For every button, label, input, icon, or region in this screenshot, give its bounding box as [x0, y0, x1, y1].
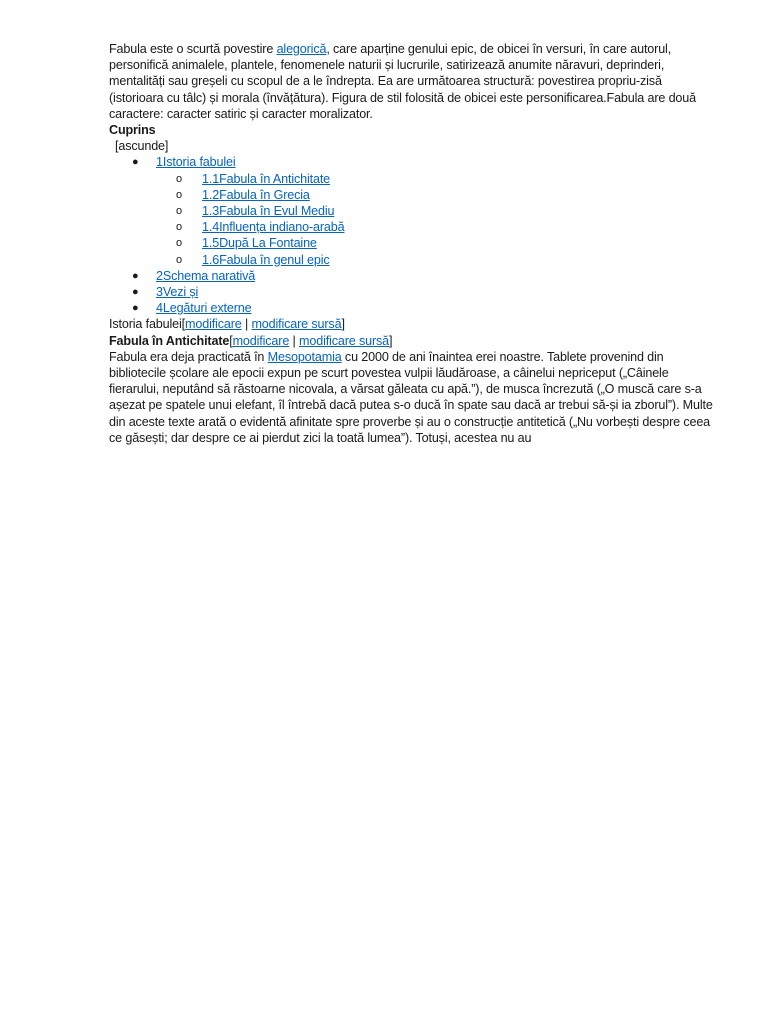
antichitate-text-rest: cu 2000 de ani înaintea erei noastre. Tablete provenind din bibliotecile școlare ale epocii expun pe scurt povestea vulpii lăudăroase, a câinelui nepriceput („Câinele fierarului, neputând să răstoarne nicovala, a vărsat găleata cu apă.”), de musca încrezută („O muscă care s-a așezat pe spatele unui elefant, îl întrebă dacă putea s-o ducă în spate sau dacă ar trebui să-și ia zborul”). Multe din aceste texte arată o evidentă afinitate spre proverbe și au o construcție antitetică („Nu vorbești despre ceea ce găsești; dar despre ce ai pierdut zici la toată lumea”). Totuși, acestea nu au	[109, 349, 713, 445]
toc-item-vezi	[109, 284, 715, 300]
toc-subitem-la-fontaine	[156, 235, 715, 251]
toc-link-schema[interactable]	[156, 269, 255, 283]
toc-label: După La Fontaine	[219, 236, 317, 251]
section-heading-istoria	[109, 316, 715, 332]
antichitate-paragraph	[109, 349, 715, 446]
edit-link[interactable]: modificare	[232, 333, 290, 348]
circle-bullet-icon: o	[176, 205, 182, 218]
toc-label: Influența indiano-arabă	[219, 220, 345, 235]
toc-link-grecia[interactable]	[202, 188, 310, 202]
toc-link-istoria[interactable]	[156, 155, 236, 169]
edit-link[interactable]: modificare	[185, 317, 242, 332]
intro-paragraph	[109, 41, 715, 122]
toc-link-legaturi[interactable]	[156, 301, 251, 315]
circle-bullet-icon: o	[176, 172, 182, 185]
section-title: Istoria fabulei	[109, 317, 182, 332]
toc-link-vezi[interactable]	[156, 285, 198, 299]
toc-label: Schema narativă	[162, 268, 256, 283]
toc-subitem-antichitate	[156, 171, 715, 187]
bracket-open: [	[181, 317, 186, 332]
circle-bullet-icon: o	[176, 188, 182, 201]
circle-bullet-icon: o	[176, 221, 182, 234]
toc-subitem-influenta	[156, 219, 715, 235]
toc-label: Legături externe	[162, 301, 252, 316]
toc-number: 1.3	[202, 204, 220, 219]
bullet-icon: ●	[132, 269, 139, 282]
toc-heading: Cuprins	[109, 123, 156, 138]
toc-subitem-grecia	[156, 187, 715, 203]
toc-link-evul-mediu[interactable]	[202, 204, 334, 218]
toc-link-la-fontaine[interactable]	[202, 236, 317, 250]
toc-hide-toggle[interactable]: [ascunde]	[115, 139, 169, 154]
toc-list	[109, 154, 715, 316]
toc-item-istoria	[109, 154, 715, 267]
toc-number: 1	[156, 155, 163, 170]
circle-bullet-icon: o	[176, 253, 182, 266]
toc-sublist	[156, 171, 715, 268]
bracket-open: [	[229, 333, 233, 348]
toc-number: 1.1	[202, 171, 220, 186]
toc-number: 1.6	[202, 252, 220, 267]
section-title: Fabula în Antichitate	[109, 333, 230, 348]
bracket-close: ]	[389, 333, 393, 348]
bullet-icon: ●	[132, 156, 139, 169]
toc-label: Fabula în Grecia	[219, 187, 310, 202]
toc-label: Istoria fabulei	[162, 155, 236, 170]
edit-source-link[interactable]: modificare sursă	[251, 317, 342, 332]
antichitate-text-start: Fabula era deja practicată în	[109, 349, 268, 364]
bullet-icon: ●	[132, 302, 139, 315]
document-page	[109, 41, 715, 446]
toc-link-antichitate[interactable]	[202, 172, 330, 186]
toc-number: 1.4	[202, 220, 220, 235]
toc-item-legaturi	[109, 300, 715, 316]
toc-number: 2	[156, 268, 163, 283]
toc-label: Vezi și	[162, 285, 199, 300]
intro-text-start: Fabula este o scurtă povestire	[109, 42, 277, 56]
toc-subitem-genul-epic	[156, 252, 715, 268]
toc-number: 3	[156, 285, 163, 300]
toc-number: 1.5	[202, 236, 220, 251]
link-alegorica[interactable]: alegorică	[276, 42, 327, 56]
toc-label: Fabula în Evul Mediu	[219, 204, 335, 219]
toc-subitem-evul-mediu	[156, 203, 715, 219]
toc-number: 4	[156, 301, 163, 316]
edit-separator: |	[289, 333, 300, 348]
section-heading-antichitate	[109, 333, 715, 349]
toc-label: Fabula în Antichitate	[219, 171, 331, 186]
bracket-close: ]	[341, 317, 345, 332]
link-mesopotamia[interactable]: Mesopotamia	[267, 349, 342, 364]
toc-link-influenta[interactable]	[202, 220, 344, 234]
toc-item-schema	[109, 268, 715, 284]
edit-source-link[interactable]: modificare sursă	[299, 333, 390, 348]
edit-separator: |	[241, 317, 252, 332]
intro-text-rest: , care aparține genului epic, de obicei în versuri, în care autorul, personifică animalele, plantele, fenomenele naturii și lucrurile, satirizează anumite năravuri, deprinderi, mentalități sau greșeli cu scopul de a le îndrepta. Ea are următoarea structură: povestirea propriu-zisă (istorioara cu tâlc) și morala (învățătura). Figura de stil folosită de obicei este personificarea.Fabula are două caractere: caracter satiric și caracter moralizator.	[109, 42, 696, 121]
bullet-icon: ●	[132, 286, 139, 299]
toc-label: Fabula în genul epic	[219, 252, 330, 267]
toc-number: 1.2	[202, 187, 220, 202]
toc-link-genul-epic[interactable]	[202, 253, 330, 267]
circle-bullet-icon: o	[176, 237, 182, 250]
